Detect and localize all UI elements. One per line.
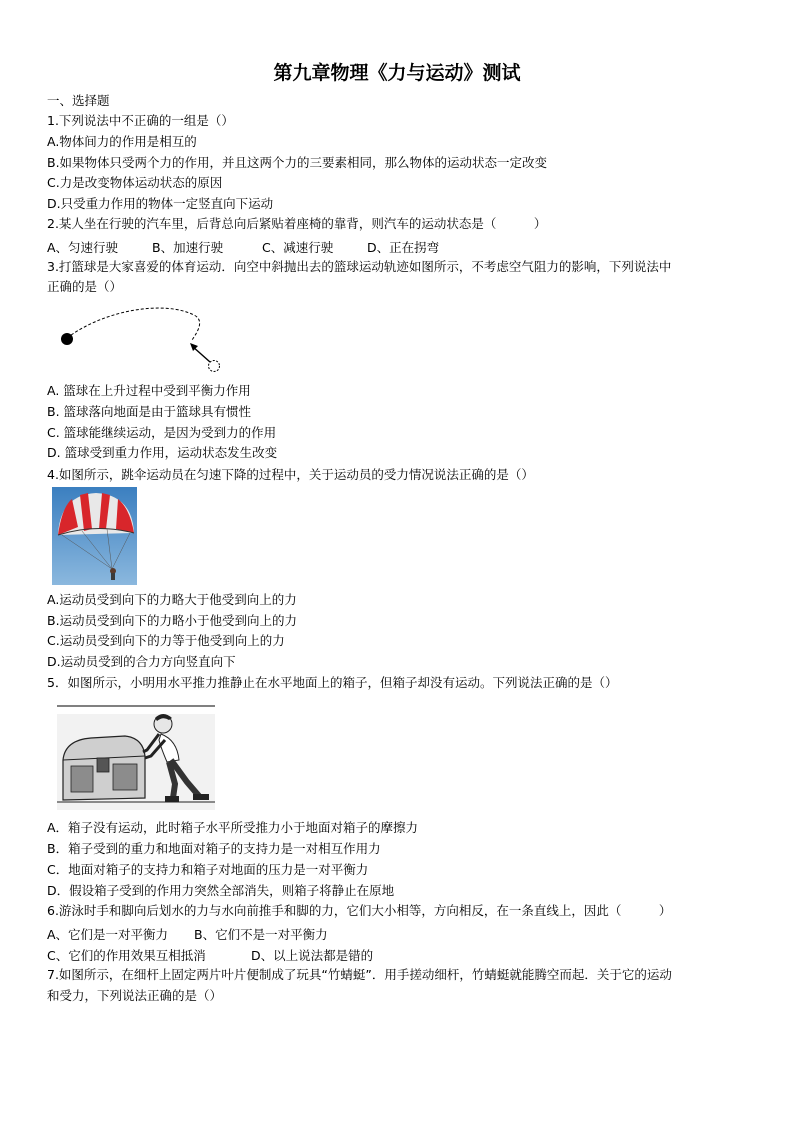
section-heading: 一、选择题 [47,93,110,108]
q1-option-c: C.力是改变物体运动状态的原因 [47,175,223,190]
q3-option-c: C. 篮球能继续运动，是因为受到力的作用 [47,425,277,440]
q5-option-c: C．地面对箱子的支持力和箱子对地面的压力是一对平衡力 [47,862,369,877]
q3-option-a: A. 篮球在上升过程中受到平衡力作用 [47,383,251,398]
basketball-trajectory-figure [54,300,234,380]
ball-end [209,361,220,372]
parachute-photo [52,487,137,585]
q3-option-d: D. 篮球受到重力作用，运动状态发生改变 [47,445,278,460]
q4-stem: 4.如图所示，跳伞运动员在匀速下降的过程中，关于运动员的受力情况说法正确的是（） [47,467,534,482]
q2-option-c: C、减速行驶 [262,240,334,255]
q4-option-a: A.运动员受到向下的力略大于他受到向上的力 [47,592,297,607]
q6-stem: 6.游泳时手和脚向后划水的力与水向前推手和脚的力，它们大小相等，方向相反，在一条直线上，因此（ ） [47,903,672,918]
q1-stem: 1.下列说法中不正确的一组是（） [47,113,234,128]
q1-option-a: A.物体间力的作用是相互的 [47,134,197,149]
q5-option-a: A．箱子没有运动，此时箱子水平所受推力小于地面对箱子的摩擦力 [47,820,419,835]
q2-option-a: A、匀速行驶 [47,240,119,255]
q6-options-row2 [47,946,373,964]
q6-option-a: A、它们是一对平衡力 [47,927,169,942]
q5-option-d: D．假设箱子受到的作用力突然全部消失，则箱子将静止在原地 [47,883,395,898]
q2-options [47,238,439,256]
q6-option-c: C、它们的作用效果互相抵消 [47,948,206,963]
q5-stem: 5．如图所示，小明用水平推力推静止在水平地面上的箱子，但箱子却没有运动。下列说法正确的是（） [47,675,618,690]
push-box-figure [55,700,217,812]
q6-option-d: D、以上说法都是错的 [251,948,374,963]
q1-option-b: B.如果物体只受两个力的作用，并且这两个力的三要素相同，那么物体的运动状态一定改变 [47,155,548,170]
q1-option-d: D.只受重力作用的物体一定竖直向下运动 [47,196,274,211]
q2-stem: 2.某人坐在行驶的汽车里，后背总向后紧贴着座椅的靠背，则汽车的运动状态是（ ） [47,216,547,231]
q3-option-b: B. 篮球落向地面是由于篮球具有惯性 [47,404,252,419]
page-title: 第九章物理《力与运动》测试 [273,62,521,84]
q4-option-b: B.运动员受到向下的力略小于他受到向上的力 [47,613,298,628]
q6-option-b: B、它们不是一对平衡力 [194,927,328,942]
q3-stem-line2: 正确的是（） [47,279,123,294]
q2-option-d: D、正在拐弯 [367,240,440,255]
q5-option-b: B．箱子受到的重力和地面对箱子的支持力是一对相互作用力 [47,841,381,856]
trajectory-path [67,308,200,340]
q7-stem-line2: 和受力，下列说法正确的是（） [47,988,223,1003]
q4-option-c: C.运动员受到向下的力等于他受到向上的力 [47,633,285,648]
q6-options-row1 [47,925,328,943]
q4-option-d: D.运动员受到的合力方向竖直向下 [47,654,236,669]
ball-start [61,333,73,345]
q7-stem-line1: 7.如图所示，在细杆上固定两片叶片便制成了玩具“竹蜻蜓”．用手搓动细杆，竹蜻蜓就能腾空而起．关于它的运动 [47,967,672,982]
q2-option-b: B、加速行驶 [152,240,224,255]
q3-stem-line1: 3.打篮球是大家喜爱的体育运动．向空中斜抛出去的篮球运动轨迹如图所示，不考虑空气阻力的影响，下列说法中 [47,259,672,274]
